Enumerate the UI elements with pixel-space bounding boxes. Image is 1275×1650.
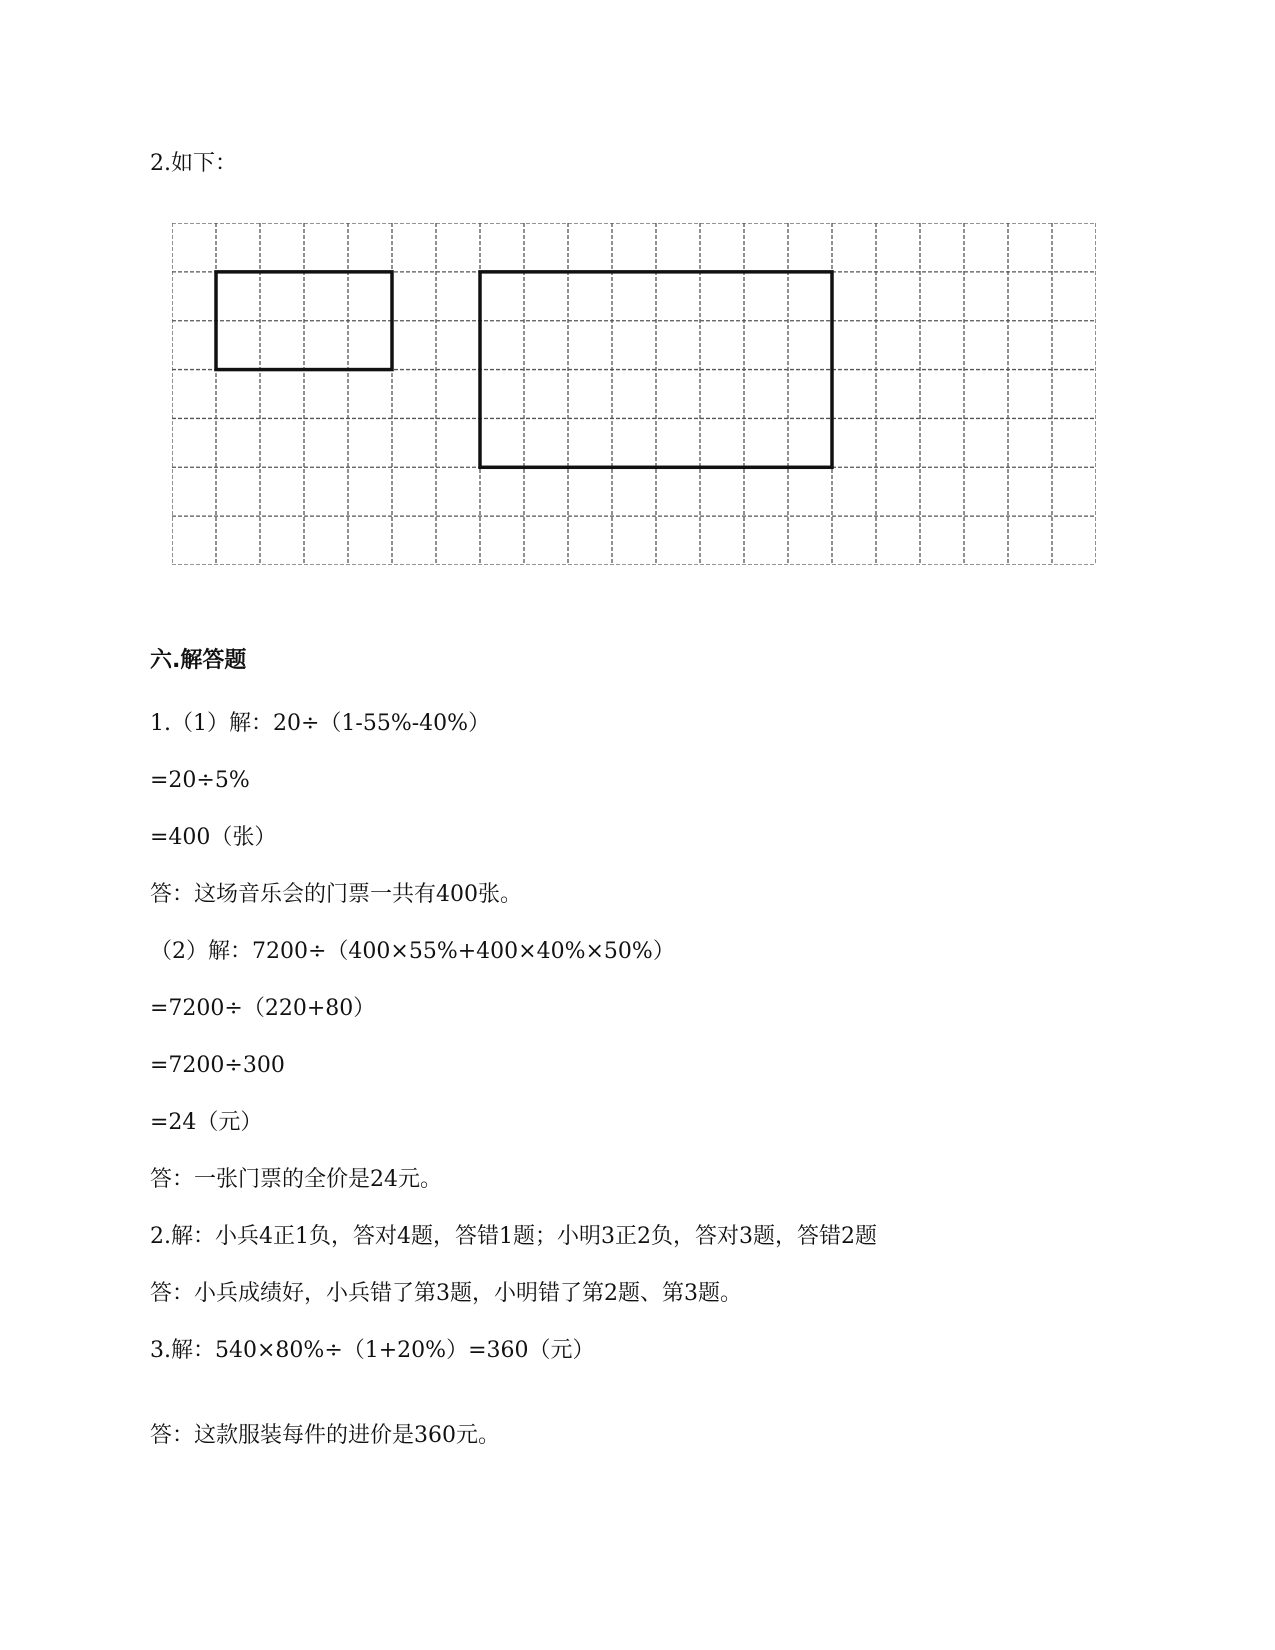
q1-line-3: =400（张）: [150, 825, 277, 850]
q2-line-2: 答：小兵成绩好，小兵错了第3题，小明错了第2题、第3题。: [150, 1281, 742, 1306]
q2-line-1: 2.解：小兵4正1负，答对4题，答错1题；小明3正2负，答对3题，答错2题: [150, 1224, 877, 1249]
section-heading: 六.解答题: [150, 648, 247, 673]
q1-line-9: 答：一张门票的全价是24元。: [150, 1167, 442, 1192]
q1-line-6: =7200÷（220+80）: [150, 996, 376, 1021]
q1-line-1: 1.（1）解：20÷（1-55%-40%）: [150, 711, 491, 736]
q3-line-2: 答：这款服装每件的进价是360元。: [150, 1423, 500, 1448]
q1-line-2: =20÷5%: [150, 768, 250, 793]
q1-line-5: （2）解：7200÷（400×55%+400×40%×50%）: [150, 939, 675, 964]
q1-line-4: 答：这场音乐会的门票一共有400张。: [150, 882, 522, 907]
q1-line-7: =7200÷300: [150, 1053, 285, 1078]
part-answer-label: 2.如下：: [150, 151, 237, 176]
q1-line-8: =24（元）: [150, 1110, 263, 1135]
grid-figure: [172, 223, 1096, 565]
q3-line-1: 3.解：540×80%÷（1+20%）=360（元）: [150, 1338, 595, 1363]
